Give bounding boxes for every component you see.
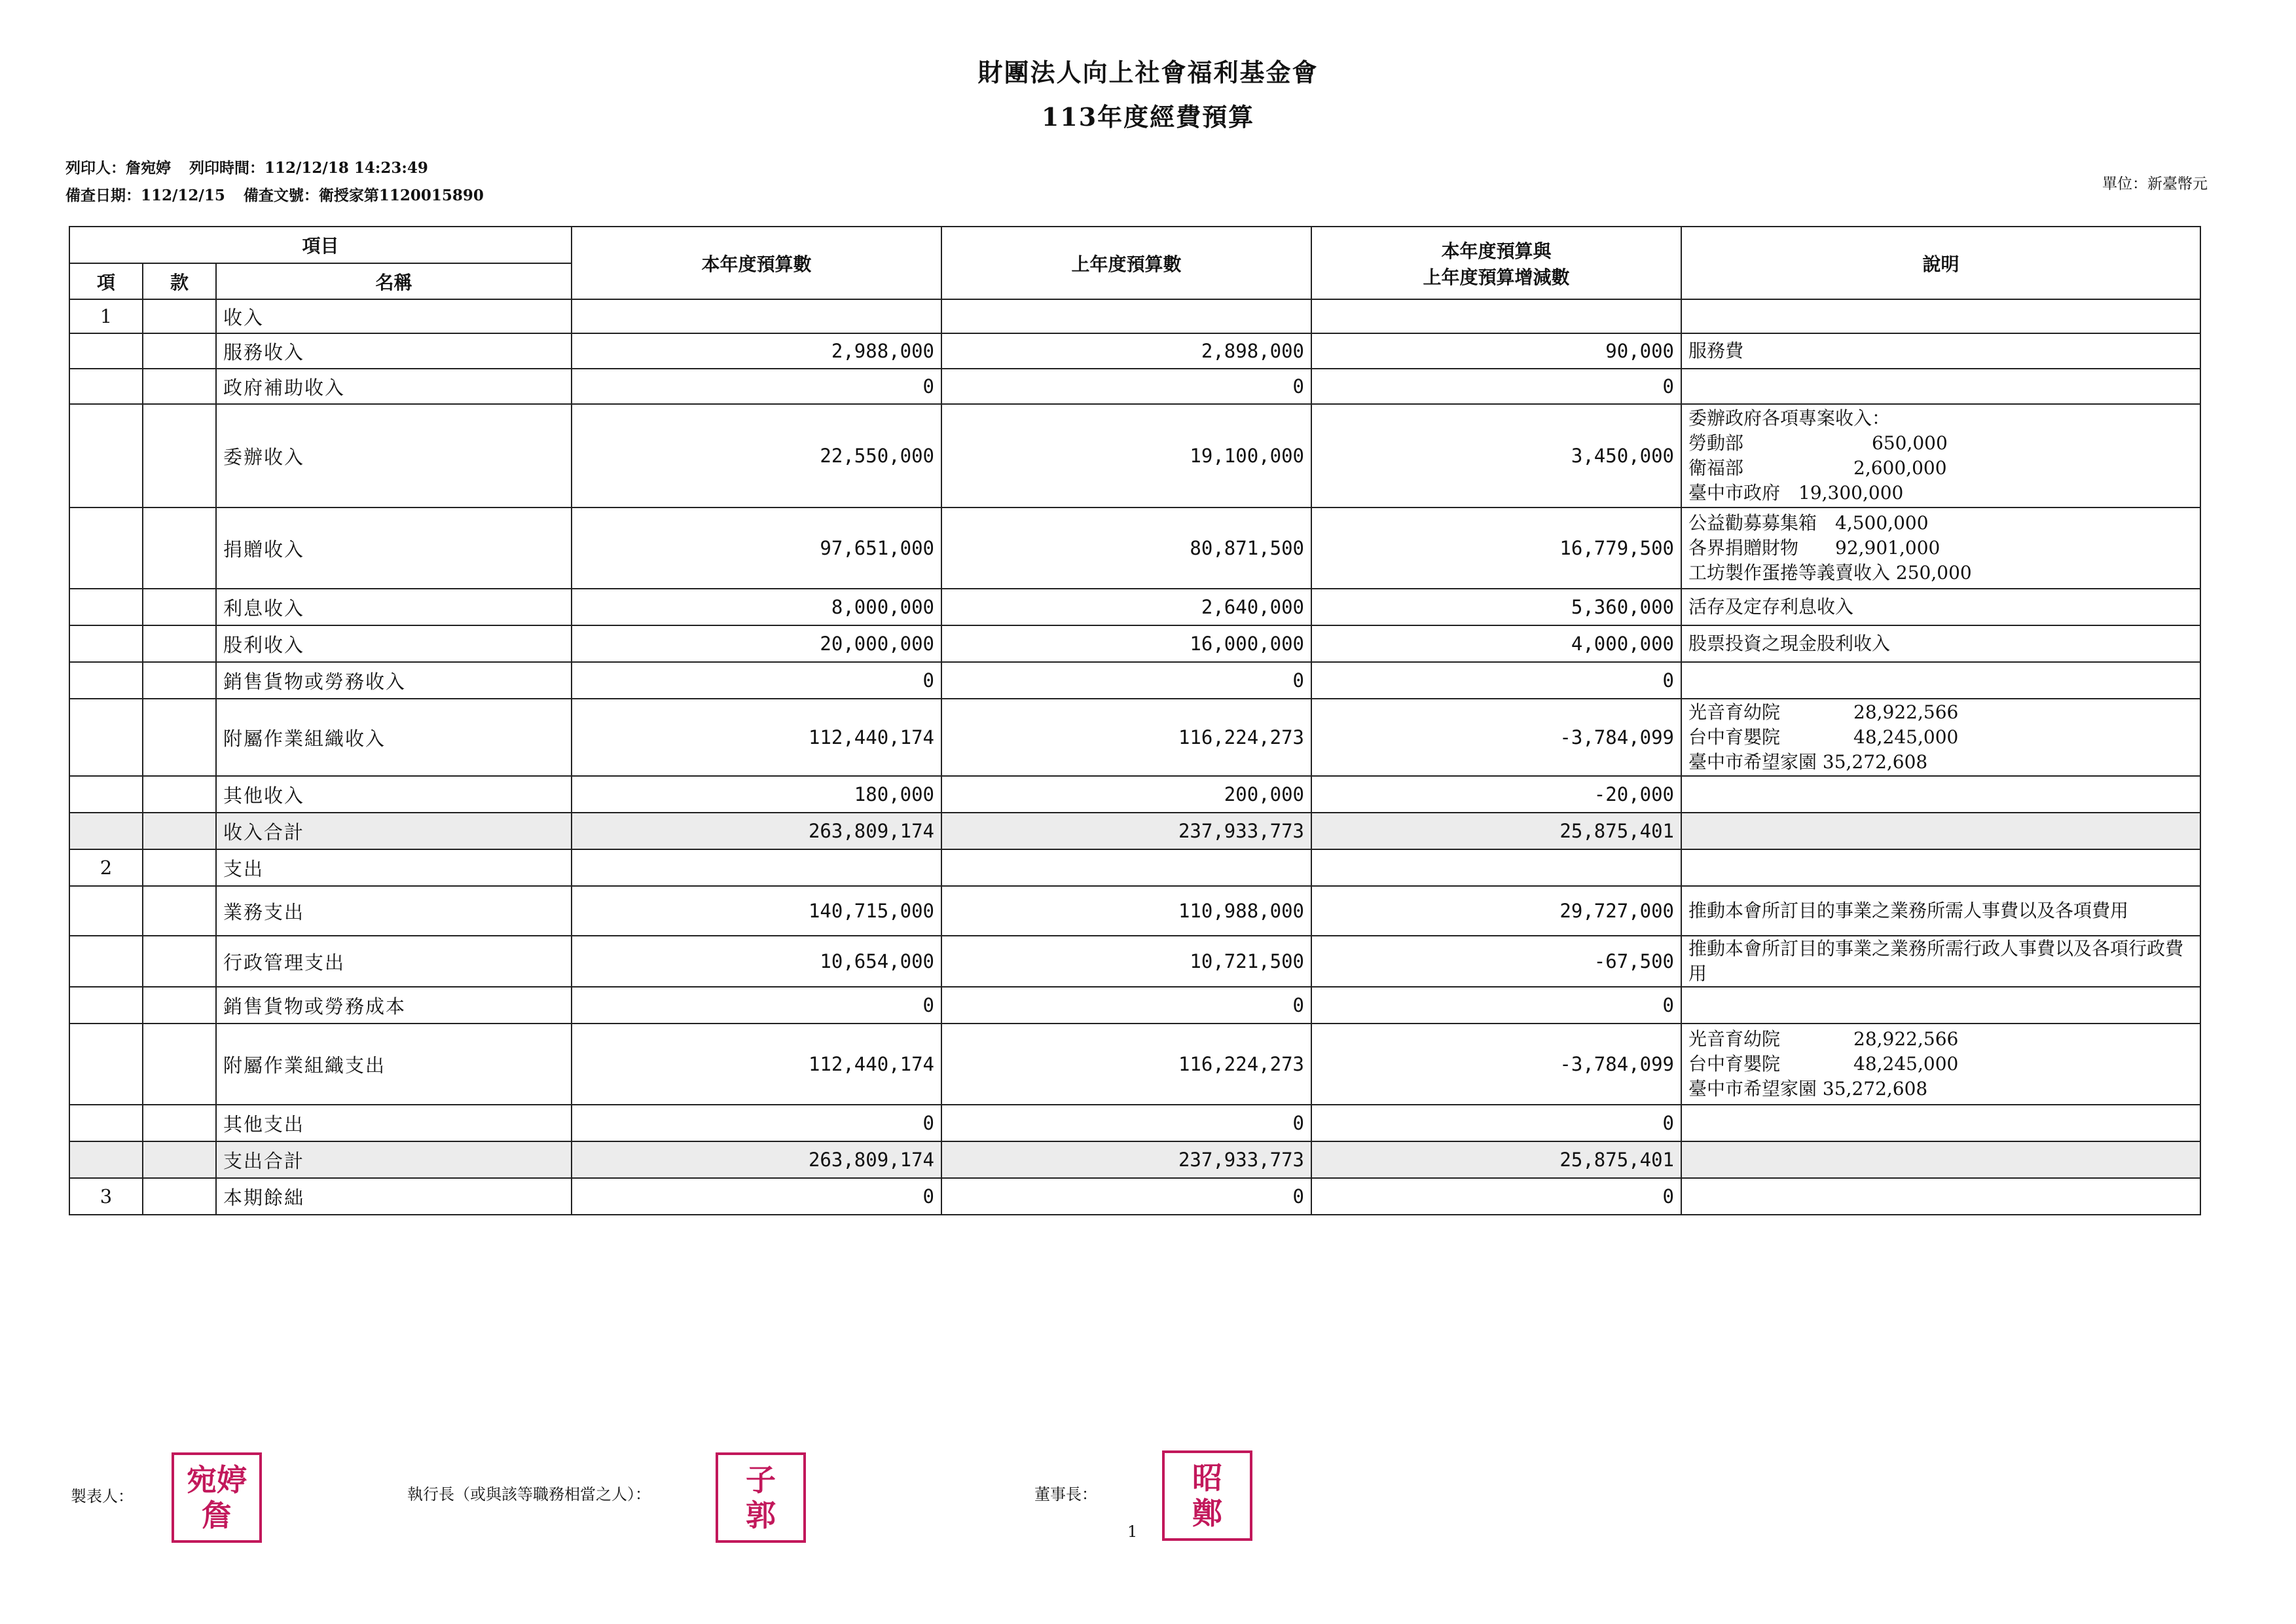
cell-kuan: [143, 1024, 216, 1105]
header-this-year: 本年度預算數: [572, 227, 941, 299]
header-difference-line2: 上年度預算增減數: [1423, 266, 1570, 288]
header-xiang: 項: [69, 263, 143, 299]
cell-this-year: 20,000,000: [572, 625, 941, 662]
header-difference-line1: 本年度預算與: [1441, 240, 1552, 262]
cell-note: [1681, 369, 2200, 404]
cell-name: 本期餘絀: [216, 1178, 572, 1215]
cell-difference: 0: [1311, 662, 1681, 699]
cell-note: [1681, 662, 2200, 699]
document-subtitle: 113年度經費預算: [1041, 102, 1255, 132]
cell-note: [1681, 1178, 2200, 1215]
cell-note: [1681, 776, 2200, 813]
cell-last-year: 2,898,000: [941, 333, 1311, 369]
cell-difference: 0: [1311, 369, 1681, 404]
header-last-year: 上年度預算數: [941, 227, 1311, 299]
cell-kuan: [143, 849, 216, 886]
cell-difference: 0: [1311, 1105, 1681, 1141]
cell-note: [1681, 1024, 2200, 1105]
cell-xiang: [69, 699, 143, 776]
table-row: [69, 849, 2200, 886]
filing-doc-number: 備查文號：衛授家第1120015890: [243, 187, 484, 204]
note-line: 臺中市政府 19,300,000: [1688, 482, 1904, 504]
note-line: 台中育嬰院 48,245,000: [1688, 726, 1959, 748]
cell-xiang: [69, 936, 143, 987]
preparer-seal: [172, 1452, 262, 1543]
note-line: 台中育嬰院 48,245,000: [1688, 1053, 1959, 1075]
cell-difference: -20,000: [1311, 776, 1681, 813]
note-line: 公益勸募募集箱 4,500,000: [1688, 512, 1929, 534]
cell-this-year: 263,809,174: [572, 813, 941, 849]
table-row: [69, 886, 2200, 936]
cell-last-year: 0: [941, 662, 1311, 699]
cell-this-year: 2,988,000: [572, 333, 941, 369]
cell-kuan: [143, 299, 216, 333]
cell-this-year: 112,440,174: [572, 1024, 941, 1105]
cell-xiang: [69, 776, 143, 813]
cell-kuan: [143, 699, 216, 776]
table-row: [69, 299, 2200, 333]
table-row: [69, 333, 2200, 369]
cell-kuan: [143, 625, 216, 662]
note-line: 股票投資之現金股利收入: [1688, 633, 1891, 654]
cell-last-year: 0: [941, 369, 1311, 404]
filing-date: 備查日期：112/12/15: [65, 187, 225, 204]
cell-last-year: 0: [941, 1178, 1311, 1215]
cell-this-year: 0: [572, 662, 941, 699]
cell-name: 銷售貨物或勞務成本: [216, 987, 572, 1024]
cell-this-year: 140,715,000: [572, 886, 941, 936]
cell-last-year: 0: [941, 987, 1311, 1024]
cell-difference: 16,779,500: [1311, 507, 1681, 589]
cell-difference: 25,875,401: [1311, 1141, 1681, 1178]
table-row: [69, 662, 2200, 699]
cell-name: 收入合計: [216, 813, 572, 849]
print-info: [65, 156, 428, 177]
cell-difference: [1311, 849, 1681, 886]
cell-xiang: 1: [69, 299, 143, 333]
cell-difference: 25,875,401: [1311, 813, 1681, 849]
cell-kuan: [143, 936, 216, 987]
cell-kuan: [143, 987, 216, 1024]
cell-kuan: [143, 369, 216, 404]
cell-last-year: 116,224,273: [941, 1024, 1311, 1105]
print-time: 列印時間：112/12/18 14:23:49: [189, 159, 428, 177]
cell-difference: 0: [1311, 987, 1681, 1024]
cell-difference: 90,000: [1311, 333, 1681, 369]
cell-note: [1681, 849, 2200, 886]
cell-this-year: 0: [572, 987, 941, 1024]
cell-kuan: [143, 333, 216, 369]
cell-name: 捐贈收入: [216, 507, 572, 589]
cell-this-year: 97,651,000: [572, 507, 941, 589]
cell-xiang: [69, 662, 143, 699]
cell-note: [1681, 987, 2200, 1024]
cell-name: 支出: [216, 849, 572, 886]
cell-name: 利息收入: [216, 589, 572, 625]
note-line: 推動本會所訂目的事業之業務所需人事費以及各項費用: [1688, 900, 2129, 921]
cell-note: [1681, 589, 2200, 625]
cell-difference: [1311, 299, 1681, 333]
note-line: 勞動部 650,000: [1688, 432, 1948, 454]
cell-name: 行政管理支出: [216, 936, 572, 987]
table-row: [69, 625, 2200, 662]
cell-name: 業務支出: [216, 886, 572, 936]
cell-difference: -3,784,099: [1311, 1024, 1681, 1105]
chairman-seal: [1162, 1450, 1252, 1541]
cell-xiang: [69, 333, 143, 369]
note-line: 工坊製作蛋捲等義賣收入 250,000: [1688, 562, 1972, 583]
cell-difference: 3,450,000: [1311, 404, 1681, 507]
table-row: [69, 1024, 2200, 1105]
cell-kuan: [143, 886, 216, 936]
cell-kuan: [143, 589, 216, 625]
cell-name: 銷售貨物或勞務收入: [216, 662, 572, 699]
note-line: 臺中市希望家園 35,272,608: [1688, 1078, 1928, 1099]
note-line: 光音育幼院 28,922,566: [1688, 701, 1959, 723]
header-kuan: 款: [143, 263, 216, 299]
note-line: 各界捐贈財物 92,901,000: [1688, 537, 1941, 559]
cell-this-year: 0: [572, 369, 941, 404]
note-line: 衛福部 2,600,000: [1688, 457, 1947, 479]
cell-name: 委辦收入: [216, 404, 572, 507]
cell-last-year: 0: [941, 1105, 1311, 1141]
cell-kuan: [143, 662, 216, 699]
cell-note: [1681, 813, 2200, 849]
cell-xiang: [69, 886, 143, 936]
note-line: 委辦政府各項專案收入：: [1688, 407, 1891, 429]
ceo-seal: [716, 1452, 806, 1543]
cell-this-year: 22,550,000: [572, 404, 941, 507]
cell-name: 收入: [216, 299, 572, 333]
cell-xiang: [69, 507, 143, 589]
cell-last-year: 2,640,000: [941, 589, 1311, 625]
cell-kuan: [143, 507, 216, 589]
cell-xiang: [69, 1024, 143, 1105]
table-row: [69, 776, 2200, 813]
cell-xiang: [69, 1105, 143, 1141]
cell-this-year: 0: [572, 1178, 941, 1215]
note-line: 活存及定存利息收入: [1688, 596, 1854, 618]
cell-last-year: 10,721,500: [941, 936, 1311, 987]
cell-difference: -67,500: [1311, 936, 1681, 987]
cell-xiang: [69, 1141, 143, 1178]
cell-xiang: 2: [69, 849, 143, 886]
document-title: 財團法人向上社會福利基金會: [977, 58, 1319, 87]
cell-note: [1681, 1141, 2200, 1178]
cell-xiang: [69, 369, 143, 404]
budget-table-body: [69, 299, 2200, 1215]
cell-name: 其他支出: [216, 1105, 572, 1141]
cell-last-year: 80,871,500: [941, 507, 1311, 589]
cell-name: 股利收入: [216, 625, 572, 662]
cell-name: 其他收入: [216, 776, 572, 813]
cell-note: [1681, 886, 2200, 936]
budget-table: [69, 226, 2201, 1215]
cell-this-year: 180,000: [572, 776, 941, 813]
cell-note: [1681, 333, 2200, 369]
header-difference: [1311, 227, 1681, 299]
note-line: 臺中市希望家園 35,272,608: [1688, 751, 1928, 773]
cell-xiang: 3: [69, 1178, 143, 1215]
chairman-label: 董事長：: [1034, 1485, 1097, 1504]
cell-difference: 5,360,000: [1311, 589, 1681, 625]
cell-last-year: 200,000: [941, 776, 1311, 813]
preparer-label: 製表人：: [71, 1487, 134, 1505]
cell-xiang: [69, 625, 143, 662]
table-row: [69, 699, 2200, 776]
cell-difference: 4,000,000: [1311, 625, 1681, 662]
cell-this-year: 10,654,000: [572, 936, 941, 987]
cell-kuan: [143, 404, 216, 507]
cell-note: [1681, 1105, 2200, 1141]
cell-note: [1681, 404, 2200, 507]
cell-this-year: 8,000,000: [572, 589, 941, 625]
cell-name: 支出合計: [216, 1141, 572, 1178]
cell-last-year: 116,224,273: [941, 699, 1311, 776]
note-line: 服務費: [1688, 340, 1744, 361]
cell-note: [1681, 699, 2200, 776]
table-total-row: [69, 1141, 2200, 1178]
cell-xiang: [69, 813, 143, 849]
cell-name: 附屬作業組織收入: [216, 699, 572, 776]
cell-name: 政府補助收入: [216, 369, 572, 404]
table-row: [69, 1105, 2200, 1141]
header-name: 名稱: [216, 263, 572, 299]
table-row: [69, 589, 2200, 625]
cell-last-year: 237,933,773: [941, 1141, 1311, 1178]
table-row: [69, 987, 2200, 1024]
cell-name: 服務收入: [216, 333, 572, 369]
table-row: [69, 1178, 2200, 1215]
preparer-seal-text: 宛婷詹: [187, 1462, 247, 1533]
ceo-label: 執行長（或與該等職務相當之人）：: [407, 1485, 651, 1504]
note-line: 推動本會所訂目的事業之業務所需行政人事費以及各項行政費用: [1688, 938, 2184, 984]
currency-unit: 單位：新臺幣元: [2102, 175, 2208, 193]
cell-xiang: [69, 589, 143, 625]
cell-kuan: [143, 1141, 216, 1178]
table-row: [69, 369, 2200, 404]
header-item: 項目: [69, 227, 572, 263]
cell-this-year: 263,809,174: [572, 1141, 941, 1178]
table-total-row: [69, 813, 2200, 849]
cell-last-year: 110,988,000: [941, 886, 1311, 936]
cell-name: 附屬作業組織支出: [216, 1024, 572, 1105]
cell-this-year: [572, 849, 941, 886]
cell-kuan: [143, 1178, 216, 1215]
chairman-seal-text: 昭鄭: [1192, 1460, 1222, 1531]
cell-note: [1681, 299, 2200, 333]
cell-xiang: [69, 404, 143, 507]
header-note: 說明: [1681, 227, 2200, 299]
filing-info: [65, 183, 484, 205]
cell-last-year: 19,100,000: [941, 404, 1311, 507]
page-number: 1: [1127, 1522, 1138, 1541]
printer-label: 列印人：詹宛婷: [65, 159, 171, 177]
cell-difference: -3,784,099: [1311, 699, 1681, 776]
cell-last-year: [941, 849, 1311, 886]
table-row: [69, 936, 2200, 987]
note-line: 光音育幼院 28,922,566: [1688, 1028, 1959, 1050]
cell-last-year: 237,933,773: [941, 813, 1311, 849]
table-row: [69, 404, 2200, 507]
ceo-seal-text: 子郭: [746, 1462, 776, 1533]
cell-last-year: [941, 299, 1311, 333]
cell-note: [1681, 936, 2200, 987]
cell-note: [1681, 507, 2200, 589]
cell-difference: 29,727,000: [1311, 886, 1681, 936]
cell-this-year: 112,440,174: [572, 699, 941, 776]
cell-note: [1681, 625, 2200, 662]
cell-kuan: [143, 813, 216, 849]
cell-this-year: 0: [572, 1105, 941, 1141]
cell-difference: 0: [1311, 1178, 1681, 1215]
cell-kuan: [143, 1105, 216, 1141]
cell-kuan: [143, 776, 216, 813]
cell-this-year: [572, 299, 941, 333]
cell-xiang: [69, 987, 143, 1024]
table-row: [69, 507, 2200, 589]
cell-last-year: 16,000,000: [941, 625, 1311, 662]
